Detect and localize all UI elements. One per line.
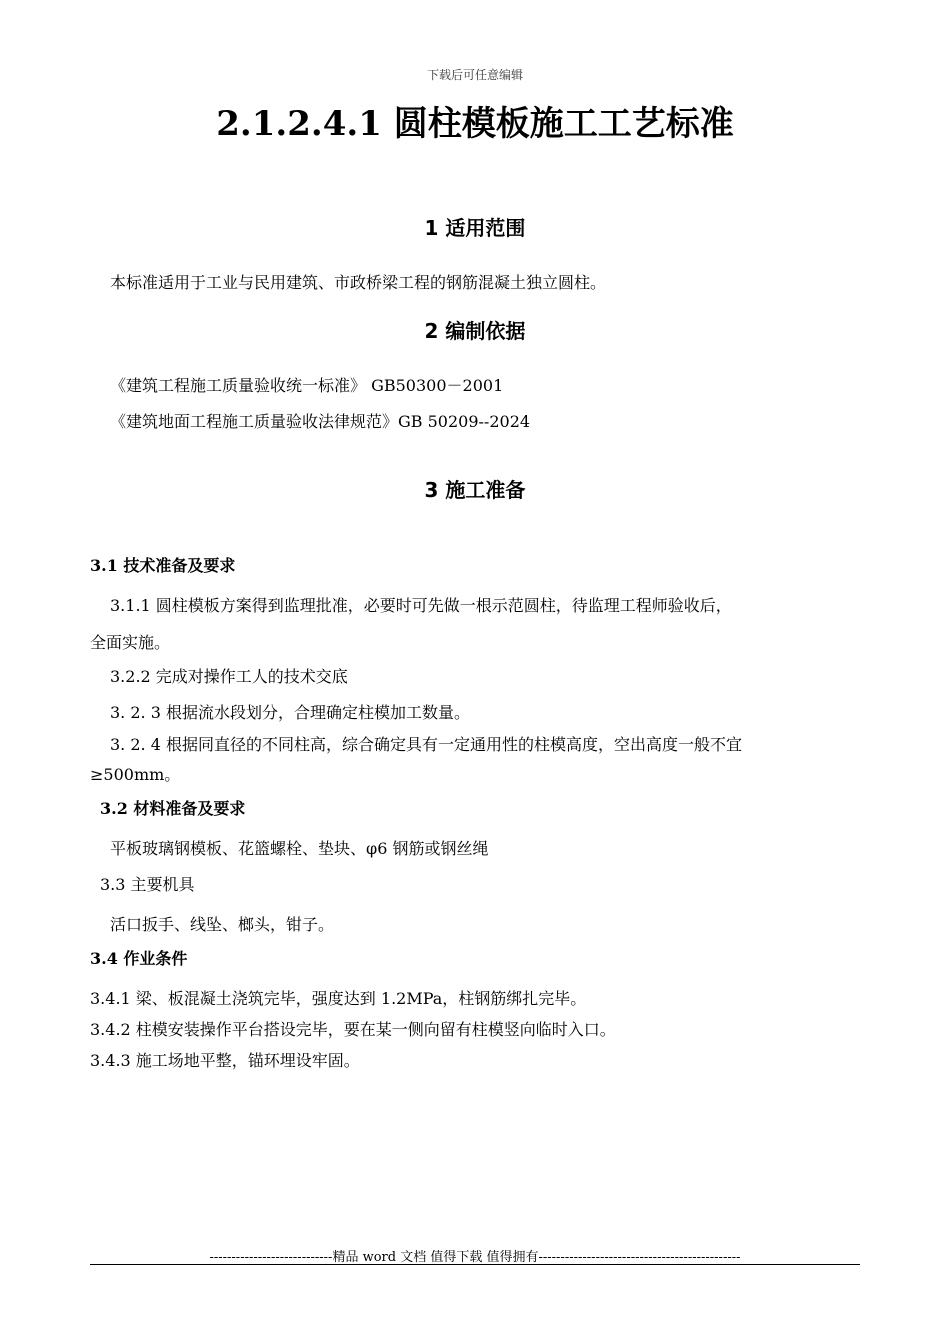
footer-divider xyxy=(90,1264,860,1265)
reference-item: 《建筑地面工程施工质量验收法律规范》GB 50209--2024 xyxy=(110,412,531,431)
section-3-heading: 3 施工准备 xyxy=(424,478,526,502)
subsection-3-4-heading: 3.4 作业条件 xyxy=(90,949,188,968)
condition-item: 3.4.3 施工场地平整，锚环埋设牢固。 xyxy=(90,1051,360,1070)
section-2-heading: 2 编制依据 xyxy=(424,319,526,343)
subsection-3-1-heading: 3.1 技术准备及要求 xyxy=(90,556,236,575)
footer-text: ----------------------------精品 word 文档 值得下载 值得拥有---------------------------------------------- xyxy=(209,1250,741,1265)
subsection-3-2-heading: 3.2 材料准备及要求 xyxy=(100,799,246,818)
paragraph-3-1-1-line1: 3.1.1 圆柱模板方案得到监理批准，必要时可先做一根示范圆柱，待监理工程师验收后， xyxy=(110,596,732,615)
section-1-heading: 1 适用范围 xyxy=(424,216,526,240)
tools-text: 活口扳手、线坠、榔头，钳子。 xyxy=(110,915,335,934)
paragraph-3-2-4-line2: ≥500mm。 xyxy=(90,765,181,784)
paragraph-3-2-2: 3.2.2 完成对操作工人的技术交底 xyxy=(110,667,348,686)
reference-item: 《建筑工程施工质量验收统一标准》 GB50300－2001 xyxy=(110,376,504,395)
condition-item: 3.4.1 梁、板混凝土浇筑完毕，强度达到 1.2MPa，柱钢筋绑扎完毕。 xyxy=(90,989,587,1008)
paragraph-3-2-4-line1: 3. 2. 4 根据同直径的不同柱高，综合确定具有一定通用性的柱模高度，空出高度一般不宜 xyxy=(110,735,742,754)
paragraph-3-1-1-line2: 全面实施。 xyxy=(90,633,171,652)
subsection-3-3-heading: 3.3 主要机具 xyxy=(100,875,195,894)
condition-item: 3.4.2 柱模安装操作平台搭设完毕，要在某一侧向留有柱模竖向临时入口。 xyxy=(90,1020,616,1039)
materials-text: 平板玻璃钢模板、花篮螺栓、垫块、φ6 钢筋或钢丝绳 xyxy=(110,839,489,858)
paragraph-3-2-3: 3. 2. 3 根据流水段划分，合理确定柱模加工数量。 xyxy=(110,703,470,722)
section-1-text: 本标准适用于工业与民用建筑、市政桥梁工程的钢筋混凝土独立圆柱。 xyxy=(110,273,607,292)
document-title: 2.1.2.4.1 圆柱模板施工工艺标准 xyxy=(216,104,734,144)
header-note: 下载后可任意编辑 xyxy=(426,68,523,82)
